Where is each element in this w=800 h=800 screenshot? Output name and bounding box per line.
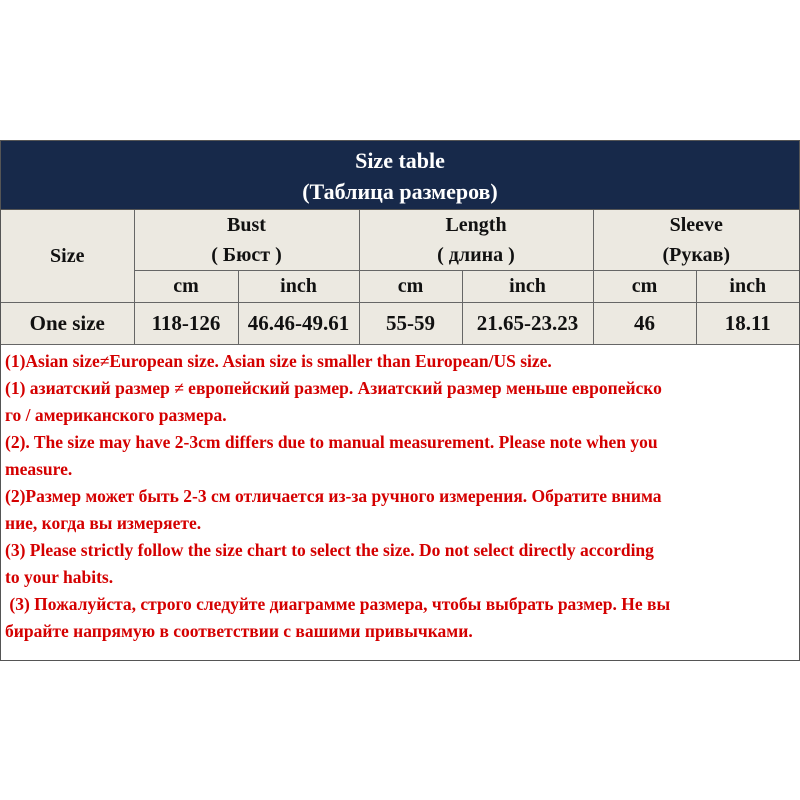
unit-cell: cm <box>134 271 238 303</box>
note-line: to your habits. <box>5 567 114 587</box>
bust-label-ru: ( Бюст ) <box>211 244 282 266</box>
unit-cell: inch <box>238 271 359 303</box>
bust-label: Bust <box>227 214 266 236</box>
sleeve-header <box>593 210 799 271</box>
size-header: Size <box>1 210 134 303</box>
note-line: (1) азиатский размер ≠ европейский размер. Азиатский размер меньше европейско <box>5 378 662 398</box>
note-line: го / американского размера. <box>5 405 227 425</box>
size-table <box>1 210 799 345</box>
title-banner <box>1 141 799 210</box>
note-line: (3) Please strictly follow the size chart to select the size. Do not select directly according <box>5 540 654 560</box>
unit-cell: inch <box>696 271 799 303</box>
note-line: ние, когда вы измеряете. <box>5 513 202 533</box>
unit-cell: cm <box>593 271 696 303</box>
note-line: (1)Asian size≠European size. Asian size is smaller than European/US size. <box>5 351 552 371</box>
note-line: (2). The size may have 2-3cm differs due to manual measurement. Please note when you <box>5 432 658 452</box>
title-russian: (Таблица размеров) <box>302 179 498 204</box>
bust-cm-value: 118-126 <box>134 303 238 345</box>
notes-block <box>1 345 799 645</box>
table-row <box>1 303 799 345</box>
unit-cell: cm <box>359 271 462 303</box>
note-line: (3) Пожалуйста, строго следуйте диаграмме размера, чтобы выбрать размер. Не вы <box>5 594 671 614</box>
sleeve-cm-value: 46 <box>593 303 696 345</box>
sleeve-label: Sleeve <box>669 214 723 236</box>
note-line: бирайте напрямую в соответствии с вашими привычками. <box>5 621 473 641</box>
unit-cell: inch <box>462 271 593 303</box>
size-value: One size <box>1 303 134 345</box>
bust-inch-value: 46.46-49.61 <box>238 303 359 345</box>
length-label: Length <box>445 214 507 236</box>
note-line: (2)Размер может быть 2-3 см отличается из-за ручного измерения. Обратите внима <box>5 486 662 506</box>
title-english: Size table <box>355 148 445 173</box>
sleeve-inch-value: 18.11 <box>696 303 799 345</box>
size-chart <box>0 140 800 661</box>
header-row <box>1 210 799 271</box>
bust-header <box>134 210 359 271</box>
length-header <box>359 210 593 271</box>
length-label-ru: ( длина ) <box>437 244 515 266</box>
length-cm-value: 55-59 <box>359 303 462 345</box>
note-line: measure. <box>5 459 73 479</box>
length-inch-value: 21.65-23.23 <box>462 303 593 345</box>
sleeve-label-ru: (Рукав) <box>662 244 731 266</box>
